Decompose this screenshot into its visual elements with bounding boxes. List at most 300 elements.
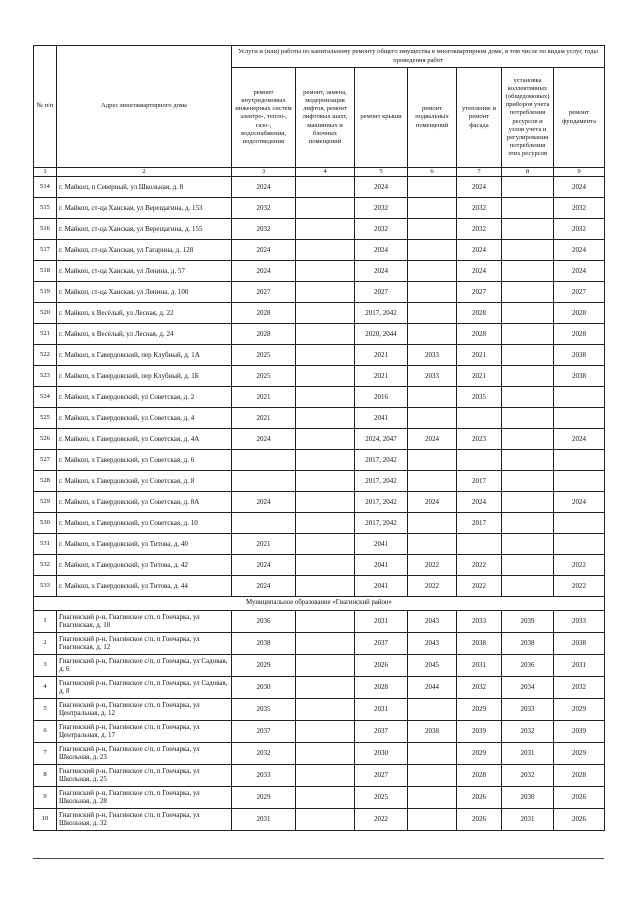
- row-year-cell: 2039: [502, 610, 554, 632]
- row-year-cell: 2024: [457, 260, 502, 281]
- row-year-cell: 2024: [554, 176, 605, 197]
- row-year-cell: [296, 281, 355, 302]
- section-row: [34, 596, 605, 610]
- row-year-cell: 2029: [457, 698, 502, 720]
- row-address: Гиагинский р-н, Гиагинское с/п, п Гончарка, ул Садовая, д. 8: [57, 676, 232, 698]
- row-year-cell: 2028: [554, 764, 605, 786]
- table-row: [34, 449, 605, 470]
- header-col-3: ремонт внутридомовых инженерных систем электро-, тепло-, газо-, водоснабжения, водоотведения: [232, 68, 296, 168]
- row-number: 526: [34, 428, 57, 449]
- column-number: 9: [554, 168, 605, 177]
- row-year-cell: 2023: [457, 428, 502, 449]
- header-col-7: утепление и ремонт фасада: [457, 68, 502, 168]
- row-year-cell: 2028: [457, 323, 502, 344]
- row-year-cell: 2038: [554, 365, 605, 386]
- row-year-cell: 2028: [457, 764, 502, 786]
- row-year-cell: [296, 386, 355, 407]
- row-year-cell: 2038: [232, 632, 296, 654]
- row-year-cell: [296, 533, 355, 554]
- table-row: [34, 365, 605, 386]
- row-year-cell: [296, 554, 355, 575]
- row-year-cell: [502, 533, 554, 554]
- row-year-cell: [296, 428, 355, 449]
- row-number: 528: [34, 470, 57, 491]
- row-year-cell: 2033: [408, 344, 457, 365]
- row-year-cell: [296, 575, 355, 596]
- row-year-cell: 2027: [232, 281, 296, 302]
- column-number: 4: [296, 168, 355, 177]
- row-year-cell: 2035: [457, 386, 502, 407]
- row-year-cell: [296, 344, 355, 365]
- row-year-cell: 2038: [554, 344, 605, 365]
- row-address: г. Майкоп, ст-ца Ханская, ул Ленина, д. 57: [57, 260, 232, 281]
- row-year-cell: 2024: [554, 239, 605, 260]
- row-year-cell: [408, 512, 457, 533]
- header-col-9: ремонт фундамента: [554, 68, 605, 168]
- row-address: г. Майкоп, ст-ца Ханская, ул Гагарина, д. 128: [57, 239, 232, 260]
- row-year-cell: 2031: [457, 654, 502, 676]
- row-year-cell: 2024: [554, 428, 605, 449]
- row-number: 516: [34, 218, 57, 239]
- row-year-cell: 2032: [232, 742, 296, 764]
- table-row: [34, 470, 605, 491]
- table-row: [34, 512, 605, 533]
- row-address: Гиагинский р-н, Гиагинское с/п, п Гончарка, ул Садовая, д. 6: [57, 654, 232, 676]
- table-row: [34, 610, 605, 632]
- row-number: 530: [34, 512, 57, 533]
- row-year-cell: [408, 698, 457, 720]
- row-year-cell: [296, 302, 355, 323]
- row-year-cell: 2043: [408, 632, 457, 654]
- row-number: 532: [34, 554, 57, 575]
- row-year-cell: [502, 218, 554, 239]
- row-year-cell: 2025: [355, 786, 408, 808]
- column-number: 1: [34, 168, 57, 177]
- row-year-cell: 2032: [232, 197, 296, 218]
- row-address: г. Майкоп, х Весёлый, ул Лесная, д. 24: [57, 323, 232, 344]
- row-year-cell: 2024: [457, 239, 502, 260]
- row-year-cell: 2024: [232, 260, 296, 281]
- row-year-cell: 2021: [232, 533, 296, 554]
- row-year-cell: 2017, 2042: [355, 470, 408, 491]
- row-year-cell: [296, 610, 355, 632]
- row-year-cell: [408, 386, 457, 407]
- row-year-cell: 2032: [355, 197, 408, 218]
- row-year-cell: 2033: [232, 764, 296, 786]
- table-body: [34, 176, 605, 830]
- row-number: 520: [34, 302, 57, 323]
- table-row: [34, 407, 605, 428]
- row-number: 519: [34, 281, 57, 302]
- row-year-cell: [408, 323, 457, 344]
- row-year-cell: 2032: [457, 676, 502, 698]
- row-year-cell: 2021: [457, 344, 502, 365]
- row-address: г. Майкоп, х Гавердовский, ул Советская, д. 4: [57, 407, 232, 428]
- row-year-cell: [296, 808, 355, 830]
- row-year-cell: 2032: [457, 197, 502, 218]
- row-year-cell: [408, 764, 457, 786]
- table-row: [34, 786, 605, 808]
- row-year-cell: 2017: [457, 470, 502, 491]
- row-number: 2: [34, 632, 57, 654]
- row-year-cell: 2022: [408, 575, 457, 596]
- row-number: 525: [34, 407, 57, 428]
- row-year-cell: 2032: [554, 197, 605, 218]
- row-year-cell: 2024: [457, 491, 502, 512]
- row-number: 7: [34, 742, 57, 764]
- row-year-cell: 2034: [502, 676, 554, 698]
- row-year-cell: 2027: [355, 764, 408, 786]
- table-row: [34, 808, 605, 830]
- row-year-cell: [296, 218, 355, 239]
- row-year-cell: 2029: [457, 742, 502, 764]
- row-year-cell: [296, 786, 355, 808]
- row-address: г. Майкоп, х Весёлый, ул Лесная, д. 22: [57, 302, 232, 323]
- row-number: 521: [34, 323, 57, 344]
- row-year-cell: 2024: [232, 428, 296, 449]
- row-year-cell: 2021: [457, 365, 502, 386]
- table-row: [34, 632, 605, 654]
- row-year-cell: 2024: [232, 239, 296, 260]
- row-address: Гиагинский р-н, Гиагинское с/п, п Гончарка, ул Центральная, д. 17: [57, 720, 232, 742]
- row-year-cell: 2036: [232, 610, 296, 632]
- header-col-8: установка коллективных (общедомовых) приборов учета потребления ресурсов и узлов учета и регулирования потребления этих ресурсов: [502, 68, 554, 168]
- row-year-cell: [554, 449, 605, 470]
- row-address: г. Майкоп, х Гавердовский, пер Клубный, д. 1Б: [57, 365, 232, 386]
- row-number: 522: [34, 344, 57, 365]
- row-year-cell: [457, 407, 502, 428]
- row-year-cell: [502, 176, 554, 197]
- row-year-cell: 2022: [355, 808, 408, 830]
- row-year-cell: [502, 323, 554, 344]
- row-year-cell: 2024: [355, 176, 408, 197]
- document-page: [33, 45, 605, 831]
- row-year-cell: 2041: [355, 533, 408, 554]
- row-address: г. Майкоп, х Гавердовский, ул Советская, д. 4А: [57, 428, 232, 449]
- row-year-cell: [408, 786, 457, 808]
- row-address: г. Майкоп, х Гавердовский, ул Советская, д. 6: [57, 449, 232, 470]
- row-year-cell: 2022: [408, 554, 457, 575]
- row-year-cell: [502, 449, 554, 470]
- row-number: 6: [34, 720, 57, 742]
- row-year-cell: 2021: [232, 386, 296, 407]
- row-year-cell: [296, 365, 355, 386]
- row-year-cell: 2026: [457, 808, 502, 830]
- row-address: г. Майкоп, п Северный, ул Школьная, д. 8: [57, 176, 232, 197]
- row-year-cell: 2021: [232, 407, 296, 428]
- row-year-cell: 2024: [554, 491, 605, 512]
- table-row: [34, 654, 605, 676]
- row-year-cell: 2028: [457, 302, 502, 323]
- row-year-cell: 2017, 2042: [355, 302, 408, 323]
- row-year-cell: [408, 260, 457, 281]
- section-title: Муниципальное образование «Гиагинский район»: [34, 596, 605, 610]
- table-row: [34, 239, 605, 260]
- column-number: 8: [502, 168, 554, 177]
- table-row: [34, 323, 605, 344]
- row-year-cell: 2029: [554, 742, 605, 764]
- header-col-4: ремонт, замена, модернизация лифтов, ремонт лифтовых шахт, машинных и блочных помещений: [296, 68, 355, 168]
- row-year-cell: 2033: [502, 698, 554, 720]
- row-year-cell: 2028: [355, 676, 408, 698]
- row-address: Гиагинский р-н, Гиагинское с/п, п Гончарка, ул Школьная, д. 32: [57, 808, 232, 830]
- row-year-cell: 2022: [457, 575, 502, 596]
- row-year-cell: [408, 407, 457, 428]
- row-year-cell: 2043: [408, 610, 457, 632]
- row-address: г. Майкоп, ст-ца Ханская, ул Ленина, д. 100: [57, 281, 232, 302]
- table-row: [34, 533, 605, 554]
- row-year-cell: 2022: [554, 575, 605, 596]
- row-address: Гиагинский р-н, Гиагинское с/п, п Гончарка, ул Гиагинская, д. 10: [57, 610, 232, 632]
- row-year-cell: 2037: [232, 720, 296, 742]
- row-year-cell: [408, 176, 457, 197]
- column-number: 2: [57, 168, 232, 177]
- row-year-cell: 2026: [554, 808, 605, 830]
- table-row: [34, 344, 605, 365]
- row-year-cell: 2041: [355, 554, 408, 575]
- row-address: г. Майкоп, х Гавердовский, ул Титова, д. 40: [57, 533, 232, 554]
- row-year-cell: 2024: [232, 554, 296, 575]
- row-address: г. Майкоп, х Гавердовский, ул Советская, д. 8А: [57, 491, 232, 512]
- row-address: г. Майкоп, ст-ца Ханская, ул Верещагина, д. 153: [57, 197, 232, 218]
- row-year-cell: [296, 260, 355, 281]
- row-number: 524: [34, 386, 57, 407]
- row-year-cell: 2032: [355, 218, 408, 239]
- table-row: [34, 575, 605, 596]
- header-group-title: Услуги и (или) работы по капитальному ремонту общего имущества в многоквартирном доме, в том числе по видам услуг, годы проведения работ: [232, 46, 605, 68]
- table-row: [34, 302, 605, 323]
- row-address: г. Майкоп, ст-ца Ханская, ул Верещагина, д. 155: [57, 218, 232, 239]
- row-year-cell: 2020, 2044: [355, 323, 408, 344]
- row-year-cell: 2022: [457, 554, 502, 575]
- row-year-cell: 2024: [408, 428, 457, 449]
- row-year-cell: [408, 218, 457, 239]
- row-year-cell: 2032: [554, 218, 605, 239]
- row-year-cell: [296, 764, 355, 786]
- row-number: 5: [34, 698, 57, 720]
- row-year-cell: [502, 239, 554, 260]
- row-year-cell: [296, 698, 355, 720]
- row-address: г. Майкоп, х Гавердовский, ул Советская, д. 10: [57, 512, 232, 533]
- row-year-cell: [502, 302, 554, 323]
- row-year-cell: 2031: [355, 698, 408, 720]
- table-row: [34, 218, 605, 239]
- row-year-cell: [296, 323, 355, 344]
- row-year-cell: [554, 470, 605, 491]
- row-year-cell: 2027: [554, 281, 605, 302]
- table-row: [34, 764, 605, 786]
- row-year-cell: 2038: [502, 632, 554, 654]
- row-year-cell: [408, 281, 457, 302]
- row-address: г. Майкоп, х Гавердовский, ул Советская, д. 2: [57, 386, 232, 407]
- table-row: [34, 260, 605, 281]
- row-year-cell: 2021: [355, 365, 408, 386]
- row-year-cell: 2024: [355, 260, 408, 281]
- row-year-cell: [502, 470, 554, 491]
- row-year-cell: [296, 632, 355, 654]
- row-year-cell: 2017: [457, 512, 502, 533]
- row-year-cell: 2017, 2042: [355, 449, 408, 470]
- row-number: 527: [34, 449, 57, 470]
- row-number: 8: [34, 764, 57, 786]
- table-row: [34, 554, 605, 575]
- table-row: [34, 720, 605, 742]
- page-bottom-rule: [33, 858, 604, 859]
- row-year-cell: [502, 281, 554, 302]
- row-number: 515: [34, 197, 57, 218]
- header-num: № п/п: [34, 46, 57, 168]
- row-year-cell: 2026: [457, 786, 502, 808]
- row-number: 523: [34, 365, 57, 386]
- row-year-cell: [296, 407, 355, 428]
- table-row: [34, 386, 605, 407]
- row-year-cell: 2031: [355, 610, 408, 632]
- row-address: г. Майкоп, х Гавердовский, ул Титова, д. 44: [57, 575, 232, 596]
- row-year-cell: 2017, 2042: [355, 491, 408, 512]
- row-year-cell: [296, 512, 355, 533]
- row-year-cell: 2039: [457, 720, 502, 742]
- row-number: 531: [34, 533, 57, 554]
- row-year-cell: [554, 512, 605, 533]
- row-number: 518: [34, 260, 57, 281]
- row-address: г. Майкоп, х Гавердовский, ул Титова, д. 42: [57, 554, 232, 575]
- row-year-cell: 2031: [502, 742, 554, 764]
- row-year-cell: 2032: [457, 218, 502, 239]
- row-year-cell: 2041: [355, 575, 408, 596]
- row-year-cell: [502, 428, 554, 449]
- row-year-cell: 2037: [355, 632, 408, 654]
- row-year-cell: 2024: [232, 176, 296, 197]
- row-year-cell: 2022: [554, 554, 605, 575]
- header-col-6: ремонт подвальных помещений: [408, 68, 457, 168]
- row-year-cell: 2038: [457, 632, 502, 654]
- row-year-cell: 2033: [408, 365, 457, 386]
- row-year-cell: [296, 720, 355, 742]
- row-year-cell: 2025: [232, 365, 296, 386]
- row-year-cell: [502, 407, 554, 428]
- row-year-cell: 2017, 2042: [355, 512, 408, 533]
- row-year-cell: 2041: [355, 407, 408, 428]
- row-year-cell: 2030: [355, 742, 408, 764]
- row-year-cell: [408, 470, 457, 491]
- row-year-cell: [296, 676, 355, 698]
- row-address: Гиагинский р-н, Гиагинское с/п, п Гончарка, ул Школьная, д. 23: [57, 742, 232, 764]
- row-year-cell: [296, 197, 355, 218]
- row-year-cell: [232, 470, 296, 491]
- row-year-cell: 2032: [502, 764, 554, 786]
- table-row: [34, 491, 605, 512]
- row-year-cell: [554, 386, 605, 407]
- row-year-cell: 2030: [232, 676, 296, 698]
- row-year-cell: 2038: [554, 632, 605, 654]
- row-year-cell: 2038: [408, 720, 457, 742]
- table-row: [34, 676, 605, 698]
- row-year-cell: [408, 302, 457, 323]
- row-year-cell: 2024: [408, 491, 457, 512]
- row-year-cell: 2039: [554, 720, 605, 742]
- header-address: Адрес многоквартирного дома: [57, 46, 232, 168]
- row-year-cell: 2037: [355, 720, 408, 742]
- row-year-cell: 2032: [232, 218, 296, 239]
- row-year-cell: 2021: [355, 344, 408, 365]
- column-number: 7: [457, 168, 502, 177]
- row-year-cell: 2024: [232, 575, 296, 596]
- row-year-cell: [232, 512, 296, 533]
- row-year-cell: 2031: [502, 808, 554, 830]
- row-year-cell: [457, 533, 502, 554]
- table-row: [34, 197, 605, 218]
- row-year-cell: 2030: [502, 786, 554, 808]
- row-year-cell: [502, 365, 554, 386]
- row-year-cell: 2024: [232, 491, 296, 512]
- row-number: 529: [34, 491, 57, 512]
- row-number: 10: [34, 808, 57, 830]
- row-year-cell: [408, 239, 457, 260]
- table-row: [34, 428, 605, 449]
- row-year-cell: 2032: [554, 676, 605, 698]
- row-year-cell: 2026: [355, 654, 408, 676]
- row-number: 9: [34, 786, 57, 808]
- row-year-cell: 2036: [502, 654, 554, 676]
- row-address: Гиагинский р-н, Гиагинское с/п, п Гончарка, ул Центральная, д. 12: [57, 698, 232, 720]
- capital-repair-table: [33, 45, 605, 831]
- row-year-cell: [502, 554, 554, 575]
- row-year-cell: [408, 533, 457, 554]
- column-number: 3: [232, 168, 296, 177]
- row-year-cell: [502, 197, 554, 218]
- row-number: 517: [34, 239, 57, 260]
- row-year-cell: [296, 742, 355, 764]
- row-year-cell: [408, 449, 457, 470]
- row-year-cell: [296, 449, 355, 470]
- row-year-cell: 2028: [232, 323, 296, 344]
- row-year-cell: [296, 654, 355, 676]
- row-year-cell: 2026: [554, 786, 605, 808]
- row-number: 3: [34, 654, 57, 676]
- row-year-cell: [232, 449, 296, 470]
- row-year-cell: 2033: [554, 610, 605, 632]
- row-year-cell: [457, 449, 502, 470]
- row-address: г. Майкоп, х Гавердовский, пер Клубный, д. 1А: [57, 344, 232, 365]
- row-year-cell: [554, 533, 605, 554]
- row-year-cell: [296, 470, 355, 491]
- row-year-cell: [296, 239, 355, 260]
- row-year-cell: 2031: [232, 808, 296, 830]
- row-address: г. Майкоп, х Гавердовский, ул Советская, д. 8: [57, 470, 232, 491]
- row-year-cell: 2031: [554, 654, 605, 676]
- row-year-cell: [296, 491, 355, 512]
- row-year-cell: 2035: [232, 698, 296, 720]
- table-row: [34, 742, 605, 764]
- table-row: [34, 698, 605, 720]
- row-year-cell: [408, 808, 457, 830]
- header-col-5: ремонт крыши: [355, 68, 408, 168]
- row-year-cell: 2024: [355, 239, 408, 260]
- row-year-cell: 2024, 2047: [355, 428, 408, 449]
- row-year-cell: 2029: [554, 698, 605, 720]
- row-year-cell: 2025: [232, 344, 296, 365]
- row-number: 1: [34, 610, 57, 632]
- row-year-cell: [296, 176, 355, 197]
- row-year-cell: 2016: [355, 386, 408, 407]
- row-year-cell: 2029: [232, 654, 296, 676]
- row-year-cell: 2024: [457, 176, 502, 197]
- table-row: [34, 281, 605, 302]
- row-year-cell: 2024: [554, 260, 605, 281]
- row-year-cell: 2032: [502, 720, 554, 742]
- row-number: 514: [34, 176, 57, 197]
- row-year-cell: 2028: [554, 323, 605, 344]
